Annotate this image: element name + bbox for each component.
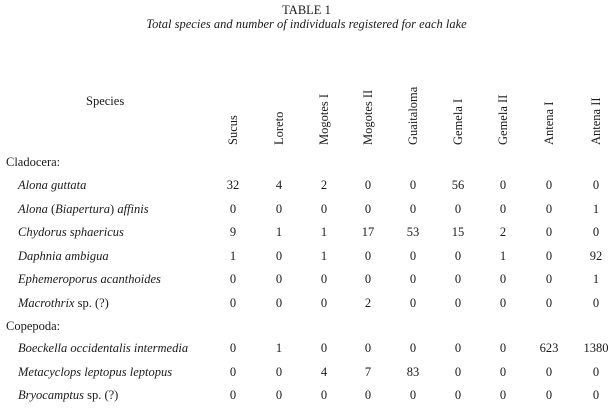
species-name-part: Macrothrix <box>18 296 75 310</box>
table-cell: 0 <box>275 296 283 310</box>
table-cell: 15 <box>451 225 465 240</box>
table-cell: 0 <box>409 296 417 310</box>
table-cell: 0 <box>409 178 417 192</box>
species-name-part: sp. (?) <box>83 388 119 403</box>
species-name-part: Ephemeroporus acanthoides <box>18 272 161 287</box>
table-cell: 0 <box>592 296 600 310</box>
table-cell: 0 <box>592 178 600 192</box>
table-cell: 2 <box>364 296 372 310</box>
table-cell: 92 <box>589 248 603 263</box>
table-cell: 0 <box>454 248 462 263</box>
table-cell: 0 <box>499 296 507 310</box>
group-label: Copepoda: <box>6 319 61 333</box>
column-header: Gemela I <box>451 98 465 145</box>
table-cell: 1 <box>229 248 237 263</box>
table-cell: 0 <box>409 388 417 403</box>
table-cell: 0 <box>364 248 372 263</box>
table-cell: 0 <box>545 272 553 287</box>
group-label: Cladocera: <box>6 155 61 169</box>
table-cell: 0 <box>229 364 237 379</box>
species-name-part: Boeckella occidentalis intermedia <box>18 341 189 355</box>
table-cell: 0 <box>275 248 283 263</box>
table-cell: 0 <box>545 248 553 263</box>
species-name-part: Bryocamptus <box>18 388 84 403</box>
table-cell: 0 <box>545 364 553 379</box>
table-cell: 0 <box>229 296 237 310</box>
table-cell: 0 <box>275 201 283 216</box>
table-cell: 0 <box>409 341 417 355</box>
species-name-part: ) <box>110 201 118 216</box>
table-cell: 0 <box>364 341 372 355</box>
table-cell: 1380 <box>583 341 609 355</box>
species-name <box>18 225 124 240</box>
table-cell: 0 <box>454 272 462 287</box>
species-name <box>18 388 118 403</box>
table-cell: 0 <box>364 201 372 216</box>
column-header: Loreto <box>272 111 286 145</box>
table-cell: 7 <box>364 364 372 379</box>
table-cell: 0 <box>592 388 600 403</box>
table-cell: 1 <box>275 341 283 355</box>
table-cell: 0 <box>454 201 462 216</box>
table-cell: 0 <box>229 388 237 403</box>
table-cell: 4 <box>275 178 283 192</box>
table-title: TABLE 1 <box>282 3 331 17</box>
table-cell: 0 <box>499 364 507 379</box>
table-cell: 0 <box>454 364 462 379</box>
table-cell: 0 <box>454 341 462 355</box>
table-cell: 0 <box>454 388 462 403</box>
table-cell: 0 <box>320 272 328 287</box>
column-header: Antena I <box>542 101 556 145</box>
table-cell: 1 <box>275 225 283 240</box>
species-name-part: Biapertura <box>55 201 111 216</box>
table-cell: 0 <box>320 388 328 403</box>
table-cell: 0 <box>499 178 507 192</box>
table-cell: 0 <box>409 201 417 216</box>
table-cell: 1 <box>499 248 507 263</box>
table-cell: 0 <box>409 248 417 263</box>
species-name <box>18 178 86 193</box>
table-cell: 0 <box>499 341 507 355</box>
species-column-header: Species <box>86 94 125 108</box>
species-name <box>18 202 149 217</box>
species-name-part: Daphnia ambigua <box>18 248 109 263</box>
species-name-part: Alona guttata <box>18 178 87 192</box>
species-name <box>18 272 161 287</box>
table-cell: 0 <box>320 341 328 355</box>
column-header: Sucus <box>226 115 240 145</box>
table-cell: 1 <box>320 225 328 240</box>
column-header: Guaitaloma <box>406 86 420 145</box>
table-cell: 0 <box>499 201 507 216</box>
table-cell: 1 <box>320 248 328 263</box>
column-header: Mogotes II <box>361 89 375 145</box>
table-cell: 0 <box>499 272 507 287</box>
column-header: Gemela II <box>496 94 510 145</box>
table-cell: 0 <box>320 201 328 216</box>
species-name <box>18 249 109 264</box>
table-cell: 83 <box>406 364 420 379</box>
table-cell: 0 <box>275 388 283 403</box>
table-cell: 32 <box>226 178 240 192</box>
table-cell: 53 <box>406 225 420 240</box>
table-cell: 0 <box>229 341 237 355</box>
table-cell: 0 <box>545 178 553 192</box>
table-cell: 0 <box>592 364 600 379</box>
table-cell: 0 <box>592 225 600 240</box>
table-cell: 1 <box>592 201 600 216</box>
species-name-part: affinis <box>117 201 149 216</box>
table-cell: 0 <box>364 272 372 287</box>
column-header: Mogotes I <box>317 93 331 145</box>
table-cell: 17 <box>361 225 375 240</box>
table-cell: 9 <box>229 225 237 240</box>
species-name-part: ( <box>47 201 56 216</box>
table-cell: 56 <box>451 178 465 192</box>
table-cell: 0 <box>545 296 553 310</box>
species-name-part: Chydorus sphaericus <box>18 225 124 240</box>
table-cell: 0 <box>275 364 283 379</box>
table-cell: 0 <box>320 296 328 310</box>
table-cell: 0 <box>229 272 237 287</box>
table-cell: 0 <box>454 296 462 310</box>
table-cell: 2 <box>320 178 328 192</box>
table-cell: 0 <box>545 225 553 240</box>
table-cell: 0 <box>229 201 237 216</box>
table-cell: 0 <box>364 388 372 403</box>
table-subtitle: Total species and number of individuals registered for each lake <box>146 17 467 31</box>
table-cell: 0 <box>545 388 553 403</box>
species-name <box>18 365 172 380</box>
table-cell: 0 <box>409 272 417 287</box>
species-name-part: Alona <box>18 201 48 216</box>
species-name-part: Metacyclops leptopus leptopus <box>18 364 173 379</box>
table-cell: 1 <box>592 272 600 287</box>
species-name-part: sp. (?) <box>74 296 109 310</box>
species-name <box>18 341 188 356</box>
table-cell: 0 <box>275 272 283 287</box>
table-cell: 0 <box>499 388 507 403</box>
table-cell: 623 <box>539 341 559 355</box>
table-cell: 2 <box>499 225 507 240</box>
table-cell: 0 <box>364 178 372 192</box>
table-cell: 0 <box>545 201 553 216</box>
column-header: Antena II <box>589 97 603 145</box>
table-cell: 4 <box>320 364 328 379</box>
species-name <box>18 296 109 311</box>
